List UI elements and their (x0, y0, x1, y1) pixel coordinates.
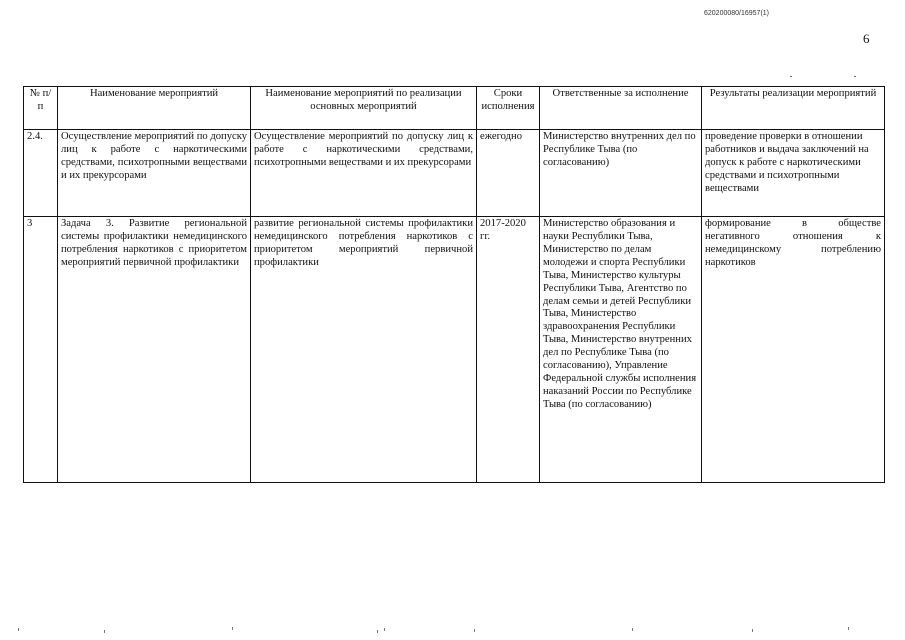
column-header-deadline: Сроки исполнения (477, 87, 540, 130)
column-header-number: № п/п (24, 87, 58, 130)
table-row (24, 217, 885, 483)
row-number: 3 (24, 217, 58, 483)
page-number: 6 (863, 31, 870, 46)
column-header-name: Наименование мероприятий (58, 87, 251, 130)
activity-name: Осуществление мероприятий по допуску лиц к работе с наркотическими средствами, психотропными веществами и их прекурсорами (58, 130, 251, 217)
column-header-responsible: Ответственные за исполнение (540, 87, 702, 130)
table-header-row (24, 87, 885, 130)
column-header-results: Результаты реализации мероприятий (702, 87, 885, 130)
activities-table (23, 86, 885, 483)
table-row (24, 130, 885, 217)
activity-responsible: Министерство внутренних дел по Республике Тыва (по согласованию) (540, 130, 702, 217)
activity-responsible: Министерство образования и науки Республики Тыва, Министерство по делам молодежи и спорта Республики Тыва, Министерство культуры Республики Тыва, Агентство по делам семьи и детей Республики Тыва, Министерство здравоохранения Республики Тыва, Министерство внутренних дел по Республике Тыва (по согласованию), Управление Федеральной службы исполнения наказаний России по Республике Тыва (по согласованию) (540, 217, 702, 483)
column-header-implementation: Наименование мероприятий по реализации основных мероприятий (251, 87, 477, 130)
activity-name: Задача 3. Развитие региональной системы профилактики немедицинского потребления наркотиков с приоритетом мероприятий первичной профилактики (58, 217, 251, 483)
activity-implementation: Осуществление мероприятий по допуску лиц к работе с наркотическими средствами, психотропными веществами и их прекурсорами (251, 130, 477, 217)
row-number: 2.4. (24, 130, 58, 217)
document-id: 620200080/16957(1) (704, 10, 770, 17)
activity-results: проведение проверки в отношении работников и выдача заключений на допуск к работе с наркотическими средствами и психотропными веществами (702, 130, 885, 217)
activity-implementation: развитие региональной системы профилактики немедицинского потребления наркотиков с приоритетом мероприятий первичной профилактики (251, 217, 477, 483)
activity-results: формирование в обществе негативного отношения к немедицинскому потреблению наркотиков (702, 217, 885, 483)
activity-deadline: 2017-2020 гг. (477, 217, 540, 483)
activity-deadline: ежегодно (477, 130, 540, 217)
